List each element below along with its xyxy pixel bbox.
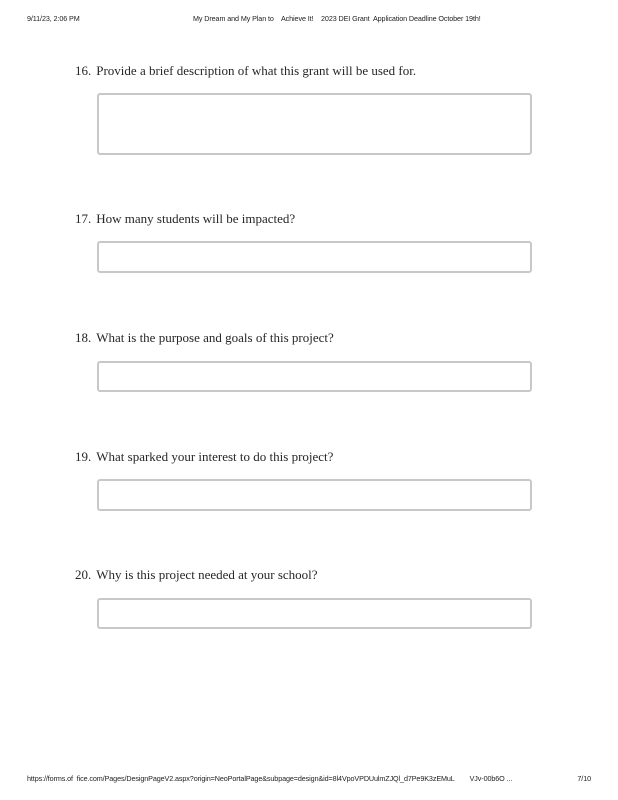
question-number: 16.: [75, 63, 92, 78]
question-label: [75, 210, 545, 228]
question-number: 20.: [75, 567, 92, 582]
question-17: [75, 210, 545, 228]
question-number: 19.: [75, 449, 92, 464]
print-timestamp: 9/11/23, 2:06 PM: [27, 14, 80, 23]
form-title: My Dream and My Plan to Achieve It! 2023 DEI Grant Application Deadline October 19th!: [193, 14, 481, 23]
question-text: What sparked your interest to do this project?: [96, 449, 334, 464]
print-footer: [27, 774, 591, 786]
question-20: [75, 566, 545, 584]
question-18: [75, 329, 545, 347]
page-number: 7/10: [577, 774, 591, 783]
question-text: Provide a brief description of what this grant will be used for.: [96, 63, 417, 78]
question-text: What is the purpose and goals of this project?: [96, 330, 334, 345]
answer-field-20[interactable]: [97, 598, 532, 629]
question-label: [75, 62, 545, 80]
question-16: [75, 62, 545, 80]
answer-field-17[interactable]: [97, 241, 532, 273]
question-number: 18.: [75, 330, 92, 345]
question-text: Why is this project needed at your school?: [96, 567, 318, 582]
question-label: [75, 329, 545, 347]
answer-field-19[interactable]: [97, 479, 532, 511]
print-header: [27, 14, 591, 26]
question-number: 17.: [75, 211, 92, 226]
question-text: How many students will be impacted?: [96, 211, 296, 226]
answer-field-16[interactable]: [97, 93, 532, 155]
question-19: [75, 448, 545, 466]
page-url: https://forms.of fice.com/Pages/DesignPageV2.aspx?origin=NeoPortalPage&subpage=design&id=8l4VpoVPDUulmZJQl_d7Pe9K3zEMuL VJv-00b6O ...: [27, 774, 513, 783]
answer-field-18[interactable]: [97, 361, 532, 392]
question-label: [75, 448, 545, 466]
question-label: [75, 566, 545, 584]
